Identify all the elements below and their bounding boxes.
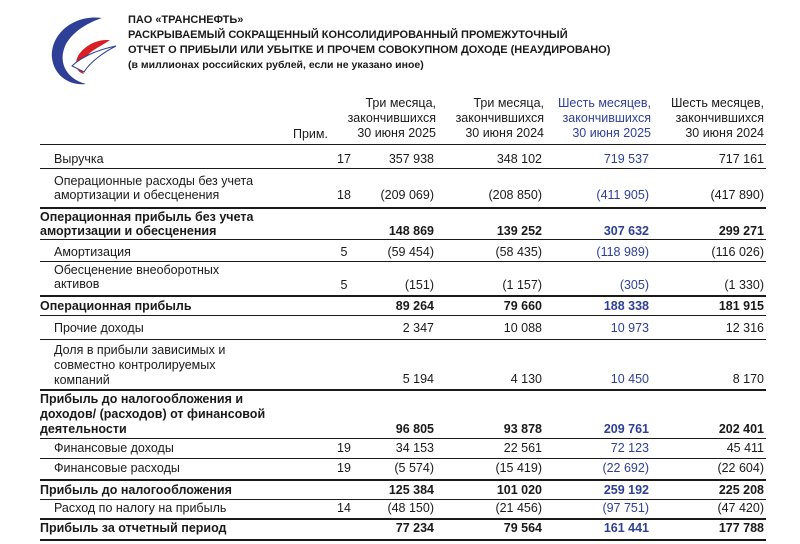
row-value-q2-2024: (1 157) [502, 278, 542, 292]
row-value-6m-2025: (118 989) [596, 245, 649, 259]
row-label: Прочие доходы [54, 321, 144, 335]
row-note: 19 [337, 461, 351, 475]
table-row [40, 298, 766, 316]
table-row [40, 440, 766, 458]
row-divider [40, 389, 766, 391]
row-divider [40, 339, 766, 340]
row-value-6m-2025: 259 192 [603, 483, 649, 497]
table-row [40, 174, 766, 206]
row-value-q2-2024: 79 660 [503, 299, 542, 313]
row-label: Прибыль за отчетный период [40, 521, 227, 535]
row-value-6m-2025: (305) [619, 278, 649, 292]
col-header-6m-2024: Шесть месяцев, закончившихся 30 июня 2024 [670, 96, 764, 140]
table-row [40, 392, 766, 438]
row-value-q2-2025: (151) [404, 278, 434, 292]
row-label: Обесценение внеоборотных активов [54, 263, 220, 291]
col-header-q2-2025: Три месяца, закончившихся 30 июня 2025 [347, 96, 436, 140]
row-divider [40, 261, 766, 262]
row-value-q2-2025: 77 234 [395, 521, 434, 535]
row-label: Выручка [54, 152, 104, 166]
row-value-6m-2024: 225 208 [718, 483, 764, 497]
row-value-q2-2025: 5 194 [402, 372, 434, 386]
row-value-q2-2025: 2 347 [402, 321, 434, 335]
row-value-6m-2025: 10 450 [610, 372, 649, 386]
row-value-6m-2025: 161 441 [603, 521, 649, 535]
row-value-6m-2025: 188 338 [603, 299, 649, 313]
row-value-q2-2025: 34 153 [395, 441, 434, 455]
row-value-6m-2025: 72 123 [610, 441, 649, 455]
row-value-6m-2024: 299 271 [718, 224, 764, 238]
row-value-6m-2024: (22 604) [717, 461, 764, 475]
row-value-6m-2024: 45 411 [726, 441, 764, 455]
row-divider [40, 539, 766, 541]
table-row [40, 150, 766, 168]
row-value-6m-2024: 181 915 [718, 299, 764, 313]
row-value-6m-2024: (47 420) [717, 501, 764, 515]
row-divider [40, 207, 766, 209]
row-divider [40, 168, 766, 169]
row-value-6m-2025: (22 692) [602, 461, 649, 475]
row-value-q2-2024: (15 419) [495, 461, 542, 475]
row-value-6m-2024: 12 316 [725, 321, 764, 335]
table-row [40, 520, 766, 538]
row-divider [40, 458, 766, 459]
row-note: 5 [340, 278, 348, 292]
row-value-q2-2024: (208 850) [488, 188, 542, 202]
table-row [40, 343, 766, 389]
row-value-q2-2025: 89 264 [395, 299, 434, 313]
row-value-6m-2024: 202 401 [718, 422, 764, 436]
row-value-q2-2025: (209 069) [380, 188, 434, 202]
col-header-6m-2025: Шесть месяцев, закончившихся 30 июня 2025 [557, 96, 651, 140]
table-row [40, 210, 766, 240]
row-divider [40, 479, 766, 481]
row-value-q2-2024: 101 020 [496, 483, 542, 497]
row-note: 18 [337, 188, 351, 202]
row-value-6m-2024: (417 890) [710, 188, 764, 202]
report-title-line1: РАСКРЫВАЕМЫЙ СОКРАЩЕННЫЙ КОНСОЛИДИРОВАННЫЙ ПРОМЕЖУТОЧНЫЙ [128, 29, 568, 41]
row-value-q2-2025: 96 805 [395, 422, 434, 436]
table-row [40, 320, 766, 338]
col-header-note: Прим. [293, 127, 328, 141]
row-label: Расход по налогу на прибыль [54, 501, 227, 515]
row-value-q2-2024: 139 252 [496, 224, 542, 238]
row-value-6m-2024: 717 161 [718, 152, 764, 166]
row-value-6m-2024: (116 026) [711, 245, 764, 259]
row-value-6m-2025: 719 537 [603, 152, 649, 166]
table-row [40, 263, 766, 295]
row-note: 5 [340, 245, 348, 259]
row-value-q2-2024: (58 435) [495, 245, 542, 259]
row-note: 17 [337, 152, 351, 166]
col-header-q2-2024: Три месяца, закончившихся 30 июня 2024 [455, 96, 544, 140]
row-value-q2-2025: 148 869 [388, 224, 434, 238]
row-note: 14 [337, 501, 351, 515]
row-value-6m-2025: 209 761 [603, 422, 649, 436]
units-note: (в миллионах российских рублей, если не указано иное) [128, 59, 424, 71]
report-header [128, 13, 610, 73]
row-label: Финансовые расходы [54, 461, 180, 475]
table-row [40, 482, 766, 500]
table-row [40, 500, 766, 518]
row-divider [40, 295, 766, 297]
row-label: Амортизация [54, 245, 131, 259]
row-divider [40, 315, 766, 316]
row-value-q2-2024: (21 456) [495, 501, 542, 515]
row-value-q2-2025: (59 454) [387, 245, 434, 259]
row-value-q2-2025: (5 574) [394, 461, 434, 475]
row-label: Доля в прибыли зависимых и совместно контролируемых компаний [54, 343, 226, 387]
table-row [40, 460, 766, 478]
row-value-q2-2024: 4 130 [510, 372, 542, 386]
row-value-6m-2025: 307 632 [603, 224, 649, 238]
row-label: Операционная прибыль без учета амортизации и обесценения [40, 210, 254, 238]
row-value-6m-2025: (97 751) [602, 501, 649, 515]
row-label: Финансовые доходы [54, 441, 174, 455]
transneft-logo [44, 10, 124, 88]
row-value-q2-2025: 357 938 [388, 152, 434, 166]
company-name: ПАО «ТРАНСНЕФТЬ» [128, 14, 244, 26]
row-label: Прибыль до налогообложения [40, 483, 232, 497]
row-value-6m-2025: 10 973 [610, 321, 649, 335]
row-value-q2-2024: 10 088 [503, 321, 542, 335]
row-divider [40, 438, 766, 439]
row-label: Прибыль до налогообложения и доходов/ (расходов) от финансовой деятельности [40, 392, 266, 436]
header-divider [40, 144, 766, 145]
row-value-6m-2024: 177 788 [718, 521, 764, 535]
report-title-line2: ОТЧЕТ О ПРИБЫЛИ ИЛИ УБЫТКЕ И ПРОЧЕМ СОВОКУПНОМ ДОХОДЕ (НЕАУДИРОВАНО) [128, 44, 611, 56]
row-divider [40, 239, 766, 240]
row-value-6m-2025: (411 905) [596, 188, 649, 202]
row-value-q2-2024: 79 564 [503, 521, 542, 535]
row-value-6m-2024: (1 330) [724, 278, 764, 292]
row-value-q2-2024: 93 878 [503, 422, 542, 436]
row-value-6m-2024: 8 170 [732, 372, 764, 386]
table-row [40, 243, 766, 261]
row-label: Операционные расходы без учета амортизации и обесценения [54, 174, 254, 202]
row-value-q2-2025: (48 150) [387, 501, 434, 515]
row-value-q2-2024: 22 561 [503, 441, 542, 455]
row-value-q2-2024: 348 102 [496, 152, 542, 166]
row-label: Операционная прибыль [40, 299, 192, 313]
row-note: 19 [337, 441, 351, 455]
row-value-q2-2025: 125 384 [388, 483, 434, 497]
